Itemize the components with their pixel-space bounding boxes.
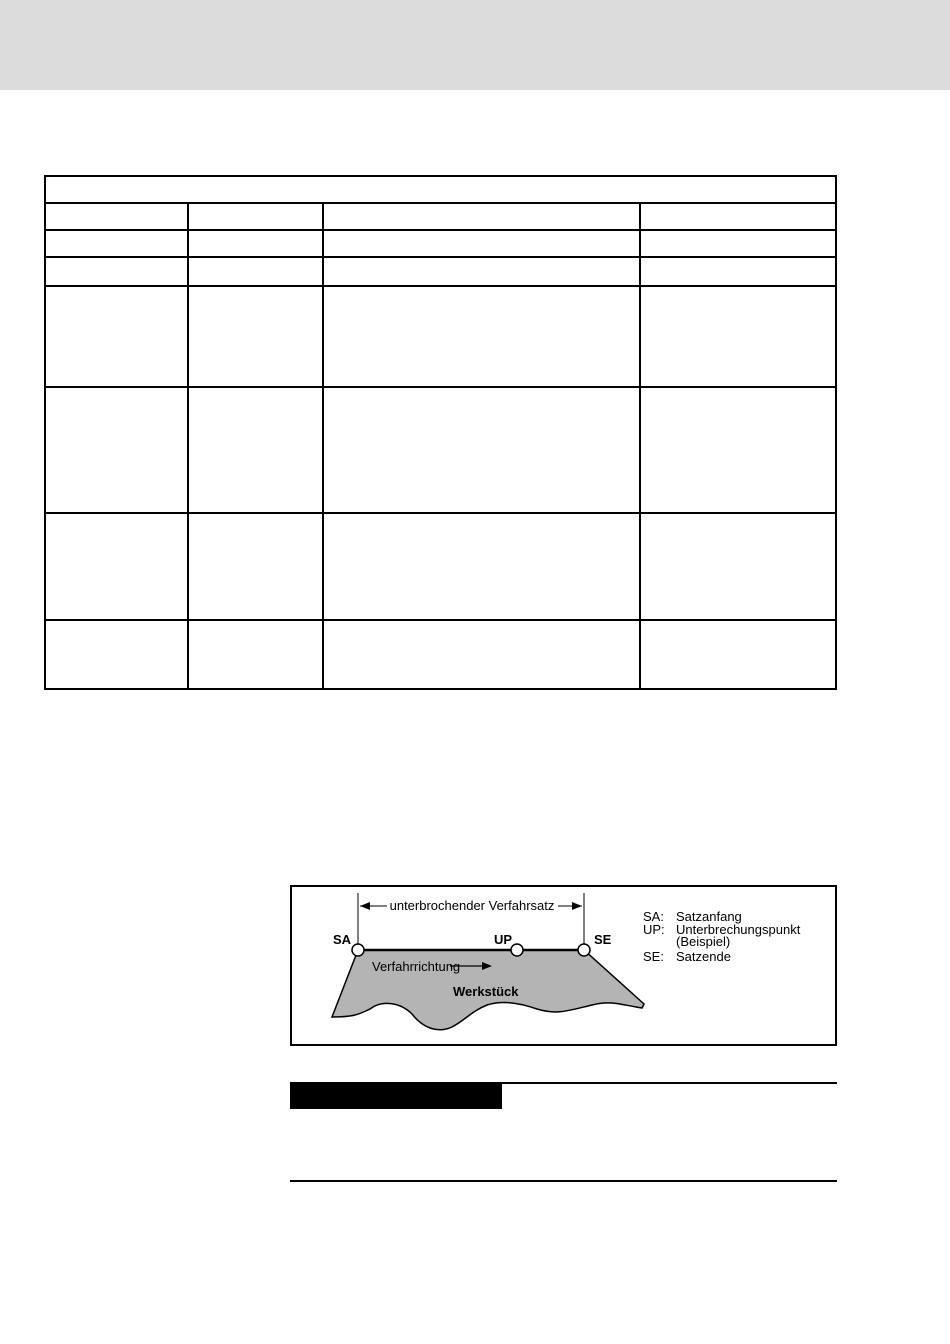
table-row-divider xyxy=(46,619,835,621)
legend-text: Satzende xyxy=(676,949,731,964)
table-row-divider xyxy=(46,202,835,204)
diagram-drawing xyxy=(292,887,839,1048)
sa-point xyxy=(352,944,364,956)
legend-text: Satzanfang xyxy=(676,909,742,924)
page-header-band xyxy=(0,0,950,90)
legend-key: UP: xyxy=(643,922,665,937)
table-row-divider xyxy=(46,386,835,388)
se-point xyxy=(578,944,590,956)
table-column-divider xyxy=(187,204,189,688)
workpiece-label: Werkstück xyxy=(453,984,519,999)
note-label xyxy=(290,1082,502,1109)
up-point xyxy=(511,944,523,956)
table-row-divider xyxy=(46,285,835,287)
table-column-divider xyxy=(322,204,324,688)
legend-key: SE: xyxy=(643,949,664,964)
note-bottom-rule xyxy=(290,1180,837,1182)
legend-text: (Beispiel) xyxy=(676,934,731,949)
legend-text: Unterbrechungspunkt xyxy=(676,922,801,937)
direction-label: Verfahrrichtung xyxy=(372,959,461,974)
legend-key: SA: xyxy=(643,909,664,924)
se-label: SE xyxy=(594,932,612,947)
up-label: UP xyxy=(494,932,513,947)
table-row-divider xyxy=(46,256,835,258)
table-column-divider xyxy=(639,204,641,688)
dimension-arrow-left-icon xyxy=(360,902,370,910)
span-label: unterbrochender Verfahrsatz xyxy=(389,898,555,913)
table-row-divider xyxy=(46,229,835,231)
parameter-table xyxy=(44,175,837,690)
table-row-divider xyxy=(46,512,835,514)
block-interruption-diagram xyxy=(290,885,837,1046)
sa-label: SA xyxy=(333,932,352,947)
dimension-arrow-right-icon xyxy=(572,902,582,910)
